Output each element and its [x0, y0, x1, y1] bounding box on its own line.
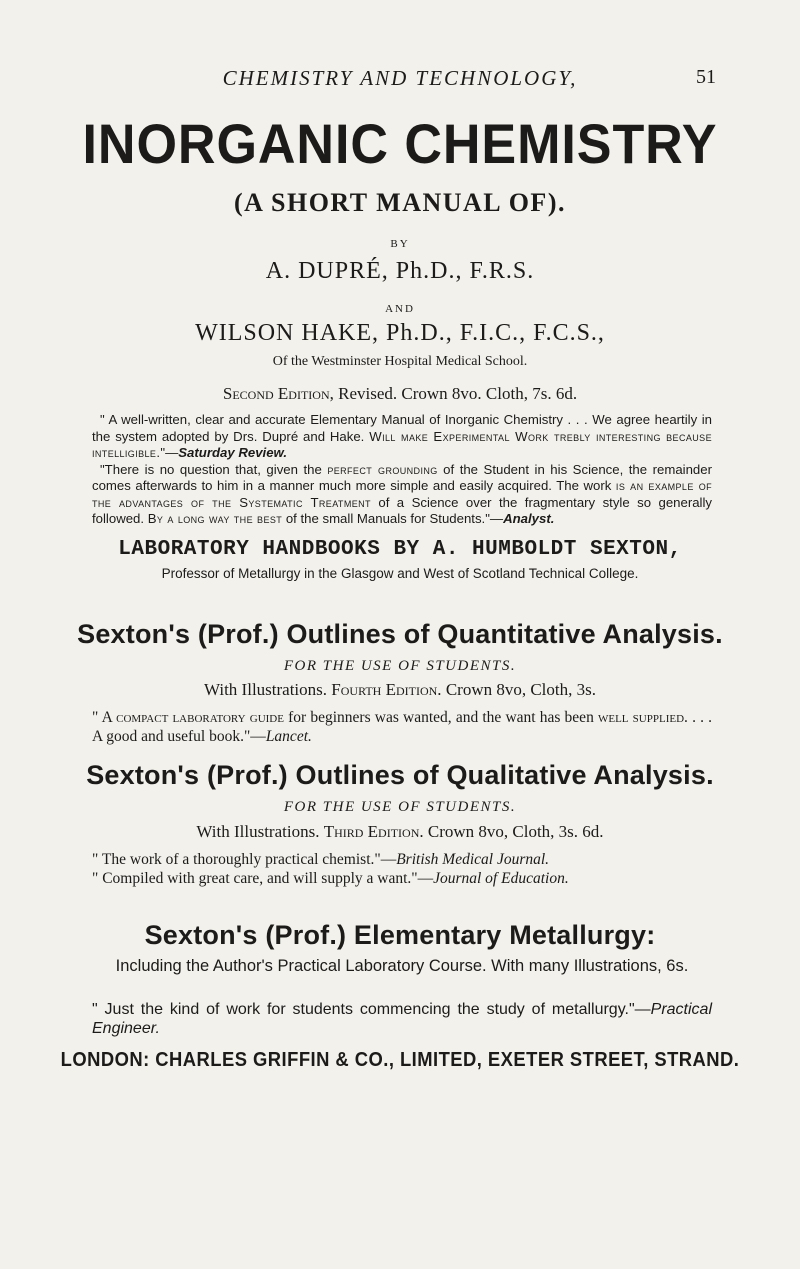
review-text: . . . A good and useful book."—: [92, 709, 712, 745]
review-bmj: [92, 850, 712, 869]
review-source: Saturday Review.: [178, 445, 287, 460]
review-source: Analyst.: [503, 511, 555, 526]
review-text: of the Student in his Science, the remainder comes afterwards to him in a manner much more simple and easily acquired. The work: [92, 461, 712, 493]
book-description: Including the Author's Practical Laboratory Course. With many Illustrations, 6s.: [115, 957, 689, 975]
book-use-line: FOR THE USE OF STUDENTS.: [283, 658, 517, 674]
review-text: for beginners was wanted, and the want has been: [283, 709, 598, 726]
book-details-text: Crown 8vo, Cloth, 3s. 6d.: [423, 822, 604, 841]
review-analyst: [92, 462, 712, 528]
edition-label: Second Edition,: [222, 384, 334, 403]
review-source: Practical Engineer.: [92, 1001, 712, 1037]
review-education: [92, 869, 712, 888]
edition-details: Revised. Crown 8vo. Cloth, 7s. 6d.: [333, 384, 578, 403]
publisher-imprint: LONDON: CHARLES GRIFFIN & CO., LIMITED, EXETER STREET, STRAND.: [60, 1049, 740, 1071]
review-text: "There is no question that, given the: [100, 461, 328, 477]
review-engineer: [92, 1000, 712, 1038]
review-lancet: [92, 708, 712, 746]
book-use-line: FOR THE USE OF STUDENTS.: [283, 799, 517, 815]
reviews-inorganic: [92, 412, 712, 528]
review-emphasis: well supplied.: [597, 709, 688, 726]
by-label: BY: [390, 238, 410, 250]
review-emphasis: By a long way the best: [147, 511, 283, 526]
and-label: AND: [385, 303, 415, 315]
running-head: [0, 66, 800, 92]
book-title-metallurgy: Sexton's (Prof.) Elementary Metallurgy:: [144, 920, 656, 950]
review-source: British Medical Journal.: [396, 851, 550, 868]
book-details: [0, 822, 800, 842]
review-emphasis: compact laboratory guide: [116, 709, 284, 726]
book-subtitle: (A SHORT MANUAL OF).: [234, 188, 566, 217]
review-text: " A well-written, clear and accurate Elementary Manual of Inorganic Chemistry . . . We agree heartily in the system adopted by Drs. Dupré and Hake.: [92, 412, 712, 444]
book-details-text: Crown 8vo, Cloth, 3s.: [441, 680, 596, 699]
review-emphasis: Will make Experimental Work trebly interesting because intelligible.: [92, 428, 712, 460]
review-emphasis: perfect grounding: [327, 461, 438, 477]
review-text: of the small Manuals for Students."—: [282, 511, 504, 526]
book-details: [0, 680, 800, 700]
book-title-inorganic: INORGANIC CHEMISTRY: [82, 112, 718, 175]
lab-handbooks-heading: LABORATORY HANDBOOKS BY A. HUMBOLDT SEXTON,: [118, 538, 682, 561]
page-number: 51: [696, 66, 716, 88]
review-text: " The work of a thoroughly practical chemist."—: [92, 851, 397, 868]
author-hake: WILSON HAKE, Ph.D., F.I.C., F.C.S.,: [195, 320, 605, 346]
review-text: " Just the kind of work for students commencing the study of metallurgy."—: [92, 1001, 651, 1018]
reviews-qualitative: [92, 850, 712, 888]
review-source: Lancet.: [265, 728, 312, 745]
review-text: " Compiled with great care, and will supply a want."—: [92, 870, 434, 887]
review-text: " A: [92, 709, 117, 726]
book-title-quantitative: Sexton's (Prof.) Outlines of Quantitative Analysis.: [77, 619, 723, 649]
book-title-qualitative: Sexton's (Prof.) Outlines of Qualitative Analysis.: [86, 760, 714, 790]
review-text: "—: [160, 445, 179, 460]
review-source: Journal of Education.: [433, 870, 569, 887]
book-edition: Third Edition.: [323, 822, 424, 841]
edition-line: [0, 384, 800, 404]
running-title: CHEMISTRY AND TECHNOLOGY,: [222, 66, 578, 90]
review-saturday: [92, 412, 712, 462]
affiliation: Of the Westminster Hospital Medical School.: [272, 354, 528, 369]
author-dupre: A. DUPRÉ, Ph.D., F.R.S.: [265, 258, 535, 284]
book-edition: Fourth Edition.: [331, 680, 442, 699]
book-details-text: With Illustrations.: [204, 680, 332, 699]
review-text: of a Science over the fragmentary style so generally followed.: [92, 494, 712, 526]
lab-author-affiliation: Professor of Metallurgy in the Glasgow and West of Scotland Technical College.: [161, 566, 639, 581]
review-emphasis: is an example of the advantages of the Systematic Treatment: [92, 478, 712, 510]
book-details-text: With Illustrations.: [196, 822, 324, 841]
